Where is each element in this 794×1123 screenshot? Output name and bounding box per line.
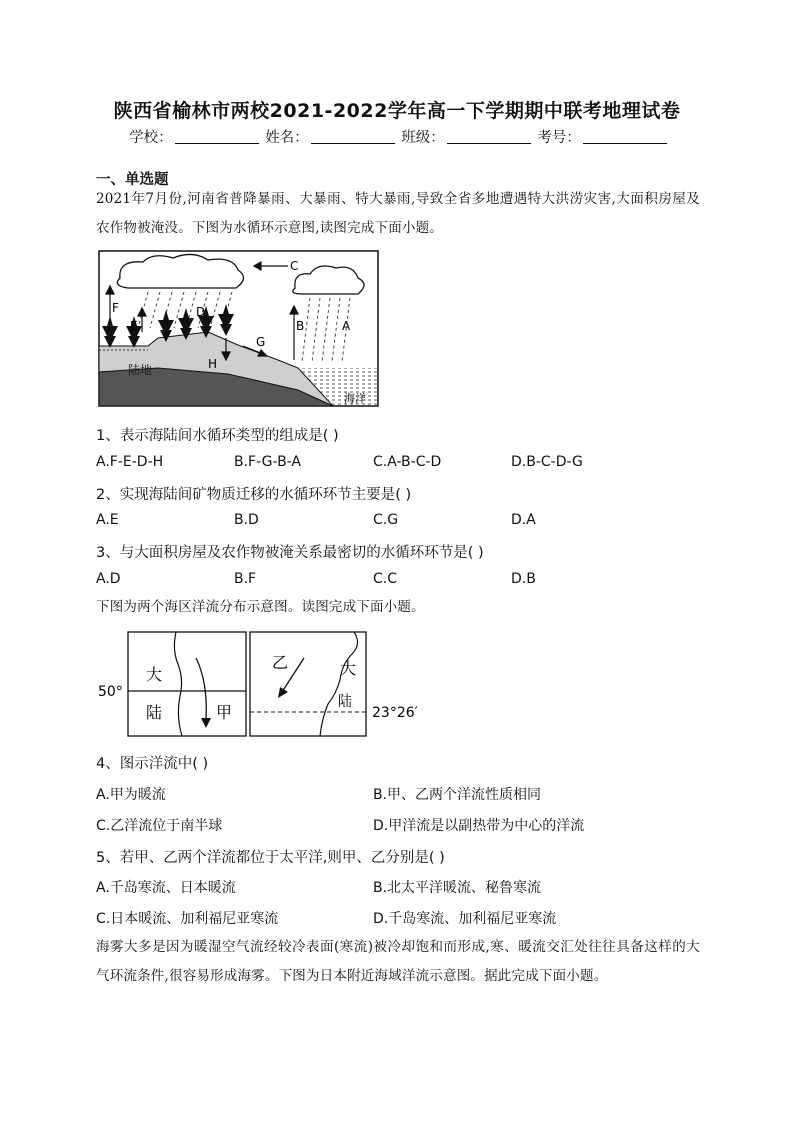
left-latitude-label: 50° [98,684,123,700]
q5-option-c[interactable]: C.日本暖流、加利福尼亚寒流 [96,911,279,927]
number-blank[interactable] [583,129,667,144]
question-1-stem: 1、表示海陆间水循环类型的组成是( ) [96,428,339,444]
passage-1: 2021年7月份,河南省普降暴雨、大暴雨、特大暴雨,导致全省多地遭遇特大洪涝灾害,大面积房屋及农作物被淹没。下图为水循环示意图,读图完成下面小题。 [96,191,700,236]
q2-option-c[interactable]: C.G [373,512,399,528]
q1-option-d[interactable]: D.B-C-D-G [511,454,583,470]
label-G: G [256,335,266,349]
left-continent-upper: 大 [146,665,163,684]
name-blank[interactable] [311,129,395,144]
student-info-row [0,126,794,147]
ocean-current-figure [96,630,442,740]
current-jia-label: 甲 [216,703,233,722]
label-E: E [130,319,138,333]
q2-option-d[interactable]: D.A [511,512,536,528]
ocean-label: 海洋 [344,392,366,405]
question-2-stem: 2、实现海陆间矿物质迁移的水循环环节主要是( ) [96,487,412,503]
q4-option-b[interactable]: B.甲、乙两个洋流性质相同 [373,787,542,803]
number-label: 考号： [537,130,581,146]
q5-option-a[interactable]: A.千岛寒流、日本暖流 [96,880,236,896]
q3-option-c[interactable]: C.C [373,571,398,587]
right-continent-lower: 陆 [338,694,352,710]
q4-option-d[interactable]: D.甲洋流是以副热带为中心的洋流 [373,818,585,834]
class-label: 班级： [401,130,445,146]
label-F: F [112,301,119,315]
land-label: 陆地 [128,363,153,377]
q3-option-a[interactable]: A.D [96,571,121,587]
page-title: 陕西省榆林市两校2021-2022学年高一下学期期中联考地理试卷 [113,100,681,122]
label-H: H [208,357,218,371]
class-blank[interactable] [447,129,531,144]
right-panel [250,632,366,736]
label-B: B [296,319,305,333]
right-continent-upper: 大 [340,659,357,678]
name-label: 姓名： [265,130,309,146]
q4-option-c[interactable]: C.乙洋流位于南半球 [96,818,223,834]
q1-option-b[interactable]: B.F-G-B-A [234,454,301,470]
question-5-stem: 5、若甲、乙两个洋流都位于太平洋,则甲、乙分别是( ) [96,850,445,866]
water-cycle-figure [98,250,380,408]
right-latitude-label: 23°26′ [372,705,418,721]
q4-option-a[interactable]: A.甲为暖流 [96,787,166,803]
q2-option-b[interactable]: B.D [234,512,259,528]
q1-option-a[interactable]: A.F-E-D-H [96,454,164,470]
label-A: A [342,319,351,333]
current-yi-label: 乙 [272,653,289,672]
left-continent-lower: 陆 [146,703,163,722]
school-blank[interactable] [175,129,259,144]
q5-option-d[interactable]: D.千岛寒流、加利福尼亚寒流 [373,911,557,927]
passage-2: 下图为两个海区洋流分布示意图。读图完成下面小题。 [96,599,425,615]
school-label: 学校： [129,130,173,146]
q5-option-b[interactable]: B.北太平洋暖流、秘鲁寒流 [373,880,542,896]
q3-option-b[interactable]: B.F [234,571,257,587]
label-D: D [196,305,206,319]
passage-3: 海雾大多是因为暖湿空气流经较冷表面(寒流)被冷却饱和而形成,寒、暖流交汇处往往具备这样的大气环流条件,很容易形成海雾。下图为日本附近海域洋流示意图。据此完成下面小题。 [96,939,700,984]
question-3-stem: 3、与大面积房屋及农作物被淹关系最密切的水循环环节是( ) [96,545,484,561]
q1-option-c[interactable]: C.A-B-C-D [373,454,442,470]
section-heading: 一、单选题 [96,172,169,188]
question-4-stem: 4、图示洋流中( ) [96,756,209,772]
label-C: C [290,259,299,273]
q3-option-d[interactable]: D.B [511,571,536,587]
q2-option-a[interactable]: A.E [96,512,119,528]
